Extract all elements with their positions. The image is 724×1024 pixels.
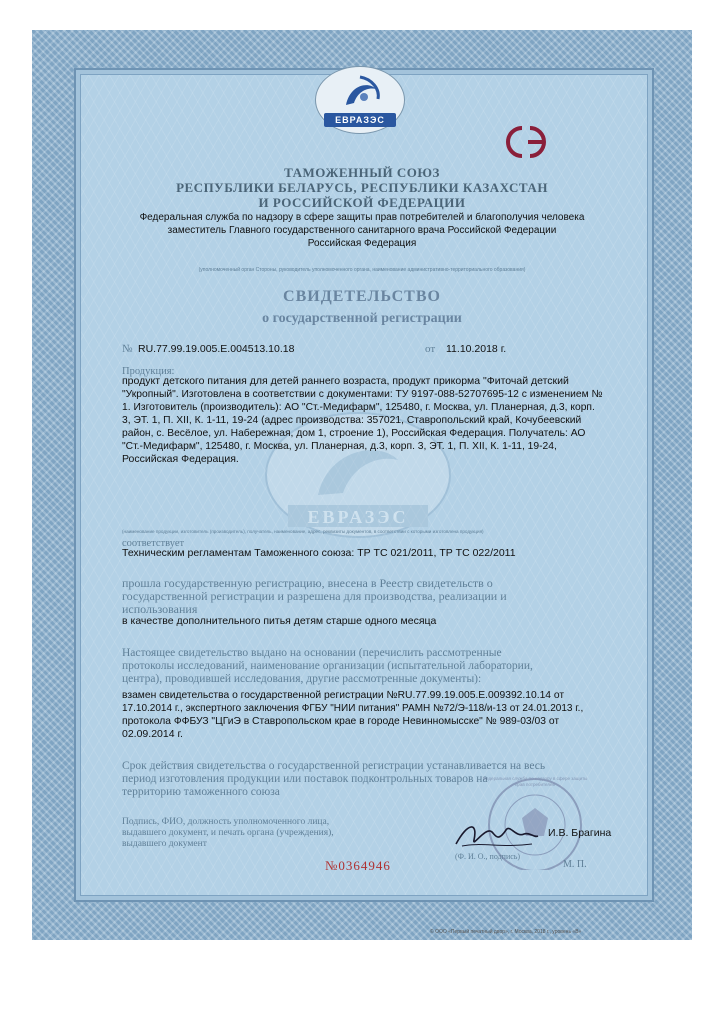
product-line: 3, ЭТ. 1, П. XII, К. 1-11, 19-24 (адрес производства: 357021, Ставропольский край, Кочубеевский [122, 415, 582, 426]
product-label: Продукция: [122, 366, 175, 377]
handwritten-signature [452, 818, 542, 852]
seal-place-label: М. П. [563, 859, 587, 870]
signatory-name: И.В. Брагина [548, 827, 612, 839]
reg-date-label: от [425, 343, 436, 355]
product-line: 1. Изготовитель (производитель): АО "Ст.-Медифарм", 125480, г. Москва, ул. Планерная, д.3, корп. [122, 402, 595, 413]
validity-line: Срок действия свидетельства о государственной регистрации устанавливается на весь [122, 760, 546, 772]
basis-doc: протокола ФФБУЗ "ЦГиЭ в Ставропольском крае в городе Невинномысске" № 989-03/03 от [122, 716, 560, 727]
document-subtitle: о государственной регистрации [262, 311, 462, 326]
eurasec-emblem-icon [316, 67, 404, 117]
conformity-label: соответствует [122, 538, 185, 549]
registered-line: прошла государственную регистрацию, внесена в Реестр свидетельств о [122, 576, 493, 590]
authority-line-3: Российская Федерация [307, 238, 417, 249]
header-line-1: ТАМОЖЕННЫЙ СОЮЗ [284, 165, 440, 180]
basis-line: протоколы исследований, наименование организации (испытательной лаборатории, [122, 660, 533, 672]
seal-text: Федеральная служба по надзору в сфере защиты прав потребителей [482, 776, 588, 787]
eurasec-logo [315, 66, 405, 134]
usage-text: в качестве дополнительного питья детям старше одного месяца [122, 615, 437, 627]
basis-line: Настоящее свидетельство выдано на основании (перечислить рассмотренные [122, 647, 502, 659]
watermark-label: ЕВРАЗЭС [307, 507, 409, 527]
authority-line-1: Федеральная служба по надзору в сфере защиты прав потребителей и благополучия человека [139, 212, 585, 223]
authority-line-2: заместитель Главного государственного санитарного врача Российской Федерации [167, 225, 557, 236]
printer-credit: © ООО «Первый печатный двор», г. Москва, 2018 г., уровень «В» [430, 929, 582, 935]
document-title: СВИДЕТЕЛЬСТВО [283, 288, 441, 305]
product-line: продукт детского питания для детей раннего возраста, продукт прикорма "Фиточай детский [122, 375, 569, 387]
validity-line: период изготовления продукции или поставок подконтрольных товаров на [122, 773, 488, 785]
reg-date: 11.10.2018 г. [446, 343, 507, 355]
signature-hint-line: Подпись, ФИО, должность уполномоченного лица, [122, 817, 330, 827]
product-line: "Ст.-Медифарм", 125480, г. Москва, ул. Планерная, д.3, корп. 3, ЭТ. 1, П. XII, К. 1-11, 19-24, [122, 441, 557, 452]
signature-field-hint: (Ф. И. О., подпись) [455, 852, 521, 861]
signature-hint-line: выдавшего документ [122, 839, 207, 849]
registered-line: использования [122, 602, 198, 616]
product-line: район, с. Весёлое, ул. Набережная, дом 1, строение 1), Российская Федерация. Получатель: АО [122, 428, 586, 439]
header-line-2: РЕСПУБЛИКИ БЕЛАРУСЬ, РЕСПУБЛИКИ КАЗАХСТАН [176, 180, 548, 195]
blank-serial-number: №0364946 [325, 858, 391, 873]
basis-doc: 17.10.2014 г., экспертного заключения ФГБУ "НИИ питания" РАМН №72/Э-118/и-13 от 24.01.2013 г., [122, 703, 584, 714]
basis-line: центра), проводившей исследования, другие рассмотренные документы): [122, 673, 482, 685]
basis-doc: взамен свидетельства о государственной регистрации №RU.77.99.19.005.Е.009392.10.14 от [122, 690, 565, 701]
signature-hint-line: выдавшего документ, и печать органа (учреждения), [122, 828, 334, 838]
product-line: Российская Федерация. [122, 453, 239, 465]
reg-number-label: № [122, 343, 133, 355]
customs-union-mark-icon [500, 122, 552, 162]
header-line-3: И РОССИЙСКОЙ ФЕДЕРАЦИИ [258, 195, 466, 210]
eurasec-logo-label: ЕВРАЗЭС [324, 113, 396, 127]
product-line: "Укропный". Изготовлена в соответствии с документами: ТУ 9197-088-52707695-12 с изменением № [122, 389, 603, 400]
basis-doc: 02.09.2014 г. [122, 728, 183, 740]
authority-hint: (уполномоченный орган Стороны, руководитель уполномоченного органа, наименование административно-территориального образования) [198, 267, 526, 273]
conformity-text: Техническим регламентам Таможенного союза: ТР ТС 021/2011, ТР ТС 022/2011 [122, 547, 516, 559]
registered-line: государственной регистрации и разрешена для производства, реализации и [122, 589, 507, 603]
product-hint: (наименование продукции, изготовитель (производитель), получатель, наименование, адрес, реквизиты документов, в соответствии с которыми изготовлена продукция) [122, 529, 484, 534]
validity-line: территорию таможенного союза [122, 786, 280, 798]
reg-number: RU.77.99.19.005.E.004513.10.18 [138, 343, 295, 355]
